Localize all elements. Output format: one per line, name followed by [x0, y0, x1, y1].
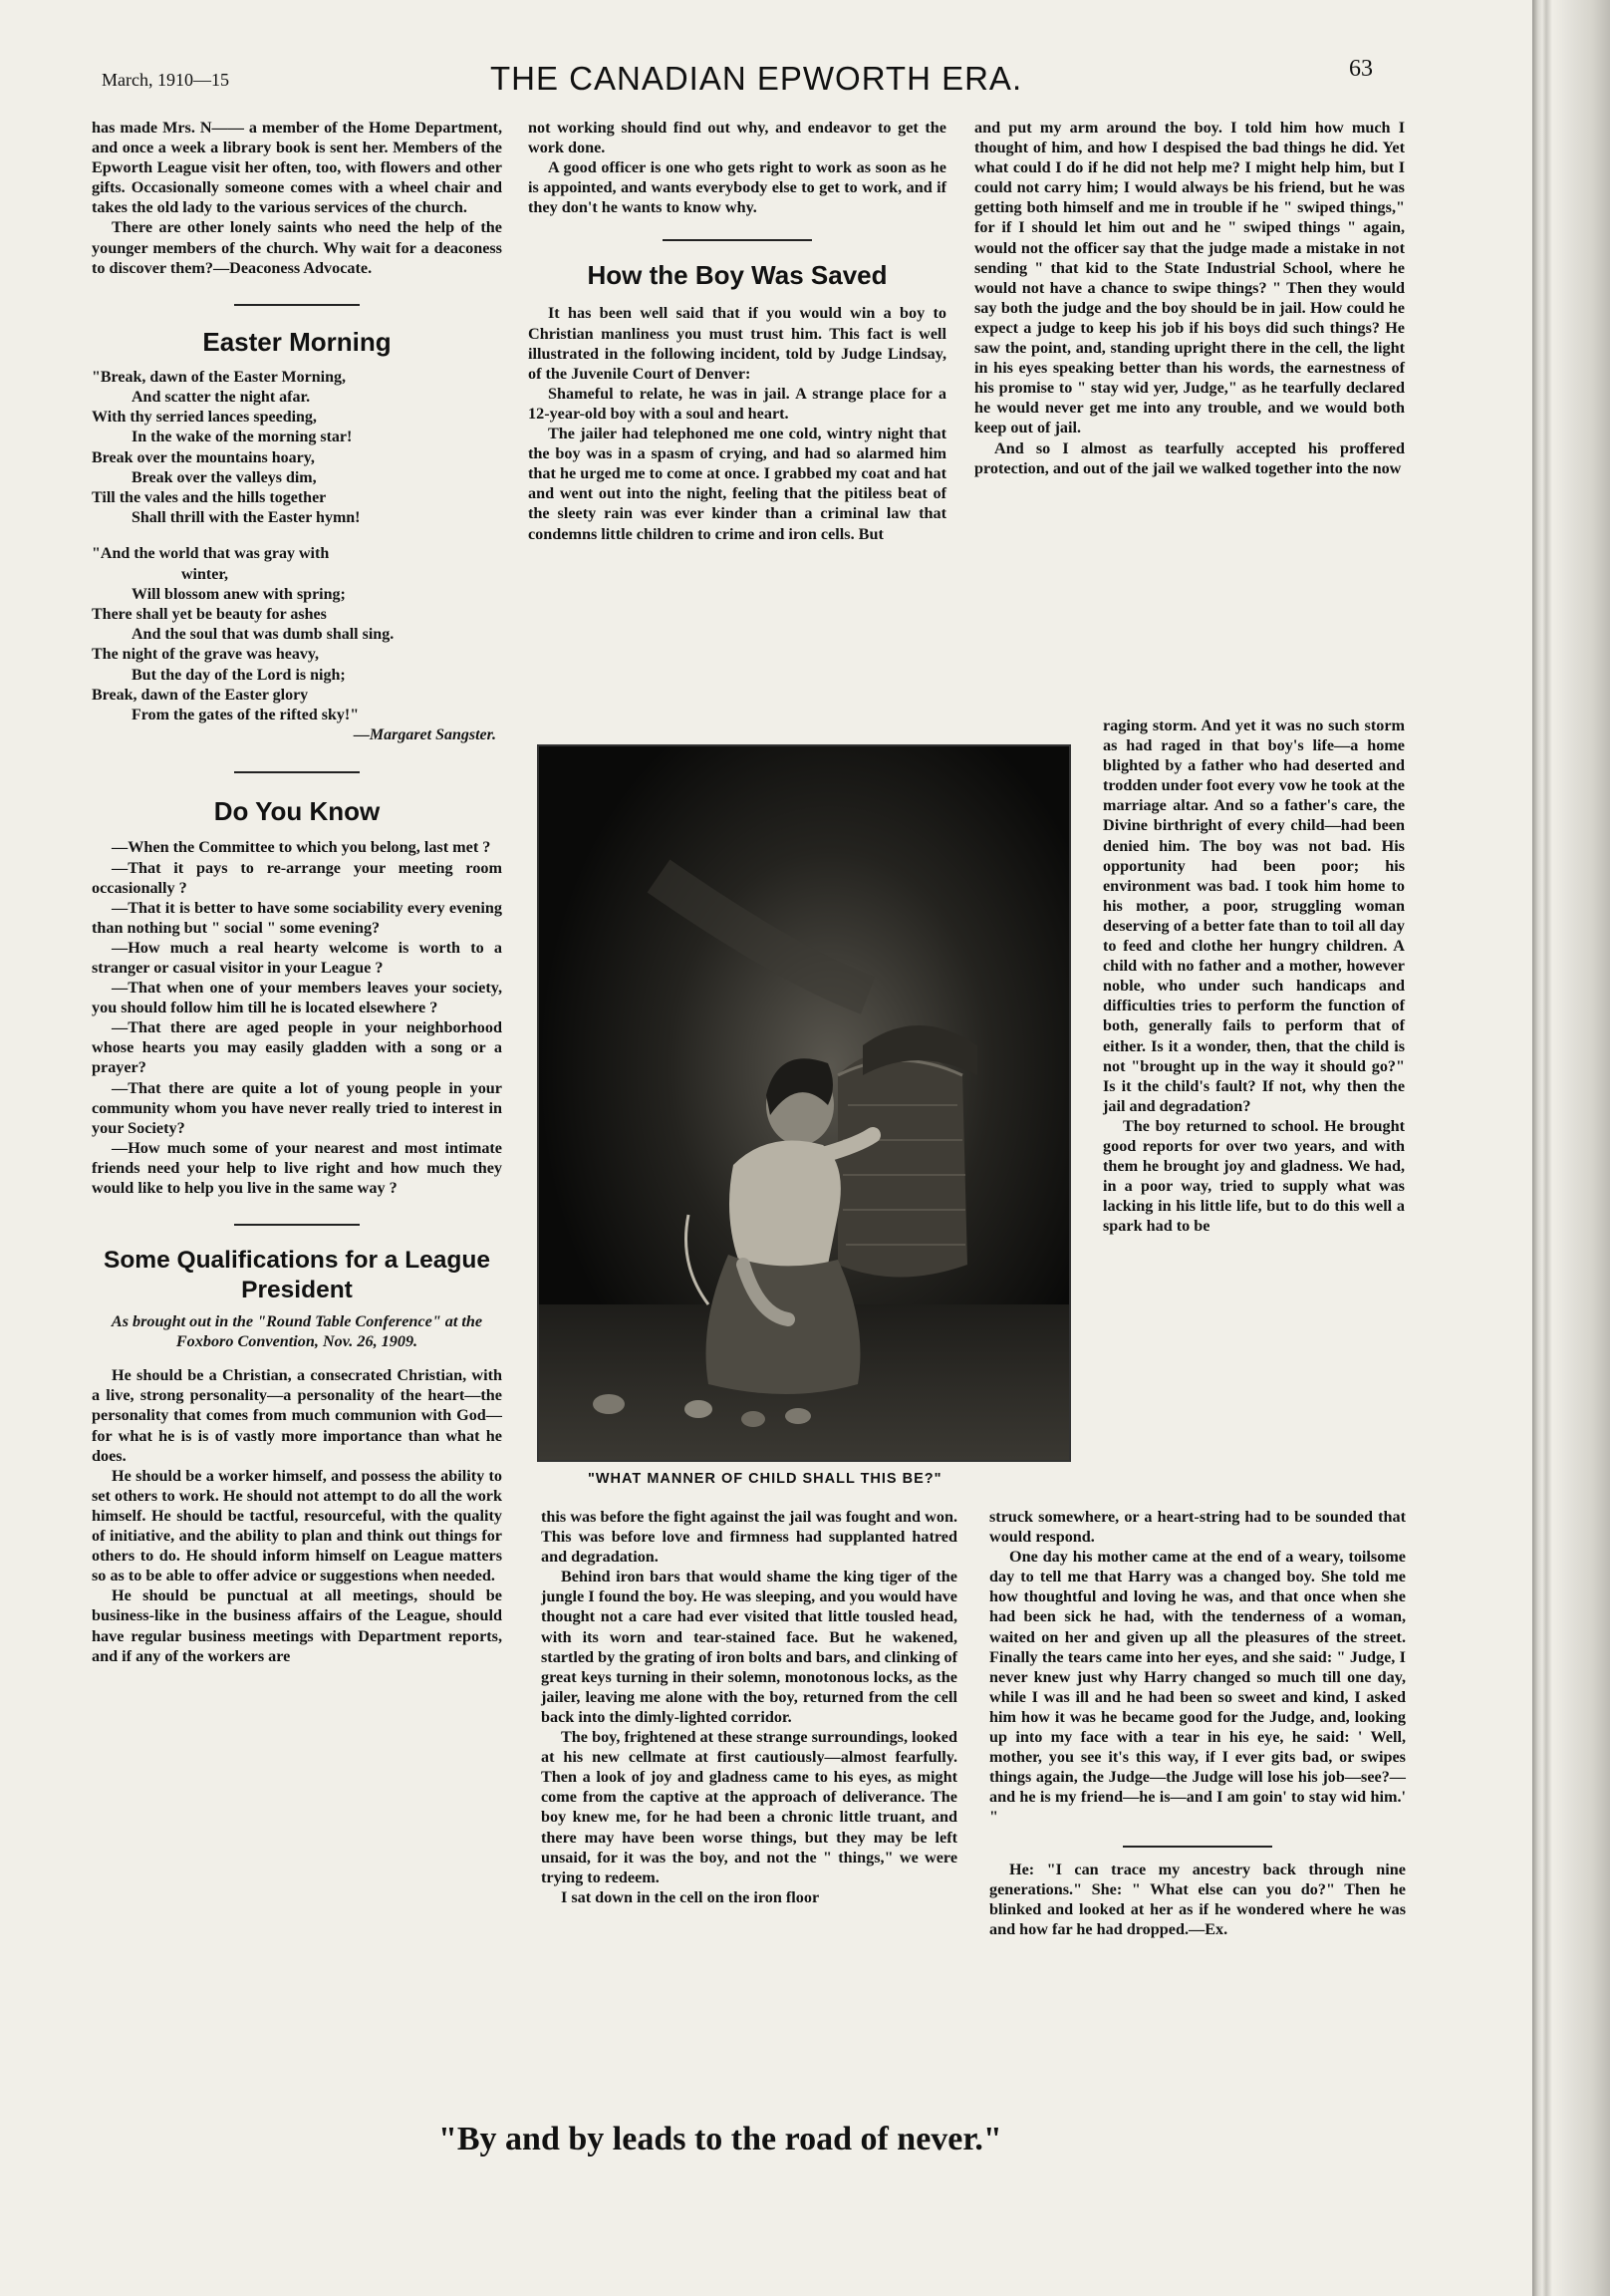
footer-quote: "By and by leads to the road of never." — [438, 2121, 1002, 2157]
qualifications-paragraph: He should be a worker himself, and possess the ability to set others to work. He should not attempt to do all the work himself. He should be tactful, resourceful, with the quality of initiative, and the ability to plan and think out things for others to do. He should inform himself on League matters so as to be able to offer advice or suggestions when needed. — [92, 1466, 502, 1585]
paragraph: not working should find out why, and endeavor to get the work done. — [528, 119, 946, 157]
paragraph: and put my arm around the boy. I told him how much I thought of him, and how I despised the bad things he did. Yet what could I do if he did not help me? I might help him, but I could not carry him; I would always be his friend, but he was getting both himself and me in trouble if he " swiped things," for if I should let him out and he " swiped things " again, would not the officer say that the judge made a mistake in not sending " that kid to the State Industrial School, where he would not have a chance to swipe things? " Then they would say both the judge and the boy should be in jail. How could he expect a judge to keep his job if his boys did such things? He saw the point, and, standing upright there in the cell, the light in his eyes speaking better than his words, the earnestness of his promise to " stay wid yer, Judge," as he tearfully declared he would never get me into any trouble, and we would both keep out of jail. — [974, 119, 1405, 437]
poem-line: Shall thrill with the Easter hymn! — [132, 509, 361, 527]
paragraph: this was before the fight against the jail was fought and won. This was before love and firmness had supplanted hatred and degradation. — [541, 1508, 957, 1567]
poem-line: Break, dawn of the Easter glory — [92, 686, 309, 704]
paragraph: Shameful to relate, he was in jail. A strange place for a 12-year-old boy with a soul and heart. — [528, 384, 946, 423]
poem-line: In the wake of the morning star! — [132, 429, 353, 446]
issue-date: March, 1910—15 — [102, 70, 229, 90]
column-3-top — [974, 118, 1405, 478]
poem-line: But the day of the Lord is nigh; — [132, 666, 346, 684]
paragraph: The jailer had telephoned me one cold, wintry night that the boy was in a spasm of crying, and had so alarmed him that he urged me to come at once. I grabbed my coat and hat and went out into the night, feeling that the pitiless beat of the sleety rain was ever kinder than a criminal law that condemns little children to crime and iron cells. But — [528, 425, 946, 543]
poem-line: "Break, dawn of the Easter Morning, — [92, 368, 346, 386]
poem-line: From the gates of the rifted sky!" — [132, 707, 360, 723]
photo-caption: "WHAT MANNER OF CHILD SHALL THIS BE?" — [588, 1471, 942, 1487]
column-3-bottom — [989, 1507, 1406, 1939]
girl-with-cradle-picture — [539, 746, 1069, 1460]
paragraph: raging storm. And yet it was no such storm as had raged in that boy's life—a home blighted by a father who had deserted and trodden under foot every vow he took at the marriage altar. And so a father's care, the Divine birthright of every child—had been denied him. The boy was not bad. His opportunity had been poor; his environment was bad. I took him home to his mother, a poor, struggling woman deserving of a better fate than to toil all day to feed and clothe her hungry children. A child with no father and a mother, however noble, who under such handicaps and difficulties tries to perform the function of both, generally fails to perform that of either. Is it a wonder, then, that the child is not "brought up in the way it should go?" Is it the child's fault? If not, why then the jail and degradation? — [1103, 717, 1405, 1115]
section-divider — [663, 239, 812, 241]
intro-paragraph: has made Mrs. N—— a member of the Home Department, and once a week a library book is sent her. Members of the Epworth League visit her often, too, with flowers and other gifts. Occasionally someone comes with a wheel chair and takes the old lady to the various services of the church. — [92, 119, 502, 217]
poem-line: And the soul that was dumb shall sing. — [132, 626, 395, 644]
paragraph: The boy returned to school. He brought good reports for over two years, and with them he brought joy and gladness. We had, in a poor way, tried to supply what was lacking in his little life, but to do this well a spark had to be — [1103, 1116, 1405, 1236]
qualifications-heading-line2: President — [241, 1277, 353, 1304]
easter-poem — [92, 368, 502, 746]
poem-line: And scatter the night afar. — [132, 388, 311, 406]
poem-line: "And the world that was gray with — [92, 545, 330, 563]
do-you-know-list — [92, 837, 502, 1198]
book-binding-edge — [1532, 0, 1610, 2296]
easter-morning-heading: Easter Morning — [202, 326, 392, 357]
list-item: —That it pays to re-arrange your meeting room occasionally ? — [92, 858, 502, 897]
list-item: —That when one of your members leaves your society, you should follow him till he is located elsewhere ? — [92, 979, 502, 1017]
paragraph: And so I almost as tearfully accepted his proffered protection, and out of the jail we walked together into the now — [974, 438, 1405, 477]
illustration-photo — [537, 744, 1071, 1462]
column-1 — [92, 118, 502, 1666]
column-2-bottom — [541, 1507, 957, 1907]
list-item: —That it is better to have some sociability every evening than nothing but " social " some evening? — [92, 898, 502, 937]
poem-line: Break over the valleys dim, — [132, 468, 317, 486]
paragraph: A good officer is one who gets right to work as soon as he is appointed, and wants everybody else to get to work, and if they don't he wants to know why. — [528, 158, 946, 217]
do-you-know-heading: Do You Know — [213, 796, 381, 827]
poem-line: Break over the mountains hoary, — [92, 448, 315, 466]
list-item: —That there are quite a lot of young people in your community whom you have never really tried to interest in your Society? — [92, 1078, 502, 1137]
section-divider — [234, 304, 360, 306]
qualifications-paragraph: He should be punctual at all meetings, should be business-like in the business affairs of the League, should have regular business meetings with Department reports, and if any of the workers are — [92, 1586, 502, 1665]
paragraph: The boy, frightened at these strange surroundings, looked at his new cellmate at first cautiously—almost fearfully. Then a look of joy and gladness came to his eyes, as might come from the captive at the approach of deliverance. The boy knew me, for he had been a chronic little truant, and there may have been worse things, but they may be left unsaid, for it was the boy, and not the " things," we were trying to redeem. — [541, 1728, 957, 1886]
section-divider — [234, 1224, 360, 1226]
qualifications-heading — [92, 1246, 502, 1305]
poem-line: Will blossom anew with spring; — [132, 585, 346, 603]
list-item: —That there are aged people in your neighborhood whose hearts you may easily gladden with a song or a prayer? — [92, 1018, 502, 1077]
paragraph: I sat down in the cell on the iron floor — [561, 1887, 820, 1906]
page-number: 63 — [1349, 56, 1373, 82]
poem-attribution: —Margaret Sangster. — [353, 726, 496, 744]
list-item: —How much a real hearty welcome is worth to a stranger or casual visitor in your League ? — [92, 938, 502, 977]
column-2-top — [528, 118, 946, 544]
poem-line: Till the vales and the hills together — [92, 488, 327, 506]
column-3-narrow — [1103, 716, 1405, 1236]
paragraph: struck somewhere, or a heart-string had to be sounded that would respond. — [989, 1508, 1406, 1547]
intro-paragraph: There are other lonely saints who need the help of the younger members of the church. Why wait for a deaconess to discover them?—Deaconess Advocate. — [92, 218, 502, 277]
masthead-title: THE CANADIAN EPWORTH ERA. — [490, 60, 1023, 97]
paragraph: Behind iron bars that would shame the king tiger of the jungle I found the boy. He was sleeping, and you would have thought not a care had ever visited that little tousled head, with its worn and tear-stained face. But he wakened, startled by the grating of iron bolts and bars, and clinking of great keys turning in their solemn, monotonous locks, as the jailer, leaving me alone with the boy, returned from the cell back into the dimly-lighted corridor. — [541, 1568, 957, 1726]
poem-line: winter, — [181, 565, 228, 583]
list-item: —When the Committee to which you belong, last met ? — [112, 838, 491, 857]
list-item: —How much some of your nearest and most intimate friends need your help to live right and how much they would like to help you live in the same way ? — [92, 1138, 502, 1197]
joke-paragraph: He: "I can trace my ancestry back through nine generations." She: " What else can you do?" Then he blinked and looked at her as if he wondered where he was and how far he had dropped.—Ex. — [989, 1860, 1406, 1938]
section-divider — [234, 771, 360, 773]
how-the-boy-was-saved-heading: How the Boy Was Saved — [587, 260, 888, 291]
poem-line: The night of the grave was heavy, — [92, 646, 319, 664]
poem-line: With thy serried lances speeding, — [92, 409, 317, 427]
paragraph: One day his mother came at the end of a weary, toilsome day to tell me that Harry was a changed boy. She told me how thoughtful and loving he was, and that once when she had been sick he had, with the tenderness of a woman, waited on her and given up all the pleasures of the street. Finally the tears came into her eyes, and she said: " Judge, I never knew just why Harry changed so much till one day, while I was ill and he had been so sweet and kind, I asked him how it was he became good for the Judge, and, looking up into my face with a tear in his eye, he said: ' Well, mother, you see it's this way, if I ever gits bad, or swipes things again, the Judge—the Judge will lose his job—see?—and he is my friend—he is—and I am goin' to stay wid him.' " — [989, 1548, 1406, 1827]
paragraph: It has been well said that if you would win a boy to Christian manliness you must trust him. This fact is well illustrated in the following incident, told by Judge Lindsay, of the Juvenile Court of Denver: — [528, 304, 946, 383]
qualifications-subtitle: As brought out in the "Round Table Conference" at the Foxboro Convention, Nov. 26, 1909. — [111, 1312, 483, 1351]
poem-line: There shall yet be beauty for ashes — [92, 605, 327, 623]
qualifications-heading-line1: Some Qualifications for a League — [103, 1247, 490, 1275]
section-divider — [1123, 1846, 1272, 1848]
qualifications-paragraph: He should be a Christian, a consecrated Christian, with a live, strong personality—a personality of the heart—the personality that comes from much communion with God—for what he is is of vastly more importance than what he does. — [92, 1366, 502, 1465]
